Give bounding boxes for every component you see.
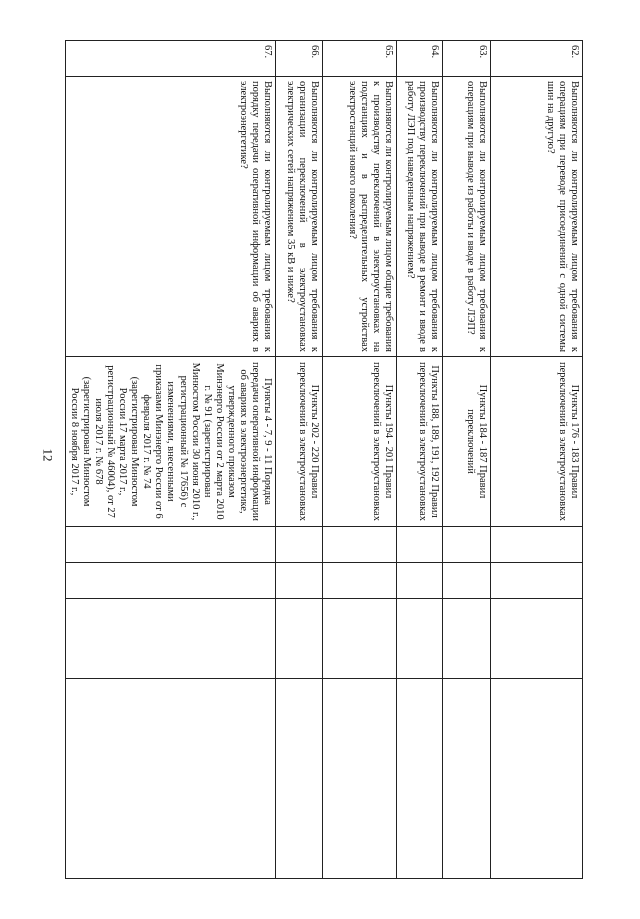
answer-cell-yes[interactable] [276, 527, 323, 563]
reference-text: Пункты 184 - 187 Правил переключений [443, 357, 491, 527]
answer-cell-na[interactable] [323, 599, 397, 679]
reference-text: Пункты 176 - 183 Правил переключений в электроустановках [491, 357, 583, 527]
answer-cell-na[interactable] [491, 599, 583, 679]
requirement-text: Выполняются ли контролируемым лицом требования к производству переключений при выводе в ремонт и вводе в работу ЛЭП под наведенным напряжением? [397, 77, 443, 357]
answer-cell-na[interactable] [276, 599, 323, 679]
row-number: 63. [443, 41, 491, 77]
answer-cell-yes[interactable] [65, 527, 275, 563]
answer-cell-yes[interactable] [443, 527, 491, 563]
requirement-text: Выполняются ли контролируемым лицом общие требования к производству переключений в электроустановках на подстанциях и в распределительных устройствах электростанций нового поколения? [323, 77, 397, 357]
answer-cell-no[interactable] [323, 563, 397, 599]
answer-cell-no[interactable] [276, 563, 323, 599]
note-cell[interactable] [65, 679, 275, 879]
requirement-text: Выполняются ли контролируемым лицом требования к операциям при переводе присоединений с одной системы шин на другую? [491, 77, 583, 357]
answer-cell-na[interactable] [397, 599, 443, 679]
table-row [397, 41, 443, 879]
answer-cell-yes[interactable] [323, 527, 397, 563]
answer-cell-na[interactable] [65, 599, 275, 679]
requirement-text: Выполняются ли контролируемым лицом требования к операциям при выводе из работы и вводе в работу ЛЭП? [443, 77, 491, 357]
row-number: 65. [323, 41, 397, 77]
reference-text: Пункты 188, 189, 191, 192 Правил переключений в электроустановках [397, 357, 443, 527]
row-number: 64. [397, 41, 443, 77]
reference-text: Пункты 194 - 201 Правил переключений в электроустановках [323, 357, 397, 527]
checklist-table [65, 40, 583, 879]
answer-cell-no[interactable] [397, 563, 443, 599]
reference-text: Пункты 202 - 220 Правил переключений в электроустановках [276, 357, 323, 527]
row-number: 66. [276, 41, 323, 77]
note-cell[interactable] [276, 679, 323, 879]
requirement-text: Выполняются ли контролируемым лицом требования к организации переключений в электроустановках электрических сетей напряжением 35 кВ и ниже? [276, 77, 323, 357]
answer-cell-yes[interactable] [397, 527, 443, 563]
table-row [491, 41, 583, 879]
table-row [323, 41, 397, 879]
answer-cell-na[interactable] [443, 599, 491, 679]
checklist-table-wrapper [69, 40, 583, 878]
answer-cell-no[interactable] [65, 563, 275, 599]
reference-text: Пункты 4 - 7, 9 - 11 Порядка передачи оперативной информации об авариях в электроэнергетике, утвержденного приказом Минэнерго России от 2 марта 2010 г. № 91 (зарегистрирован Минюстом России 30 июня 2010 г., регистрационный № 17656) с изменениями, внесенными приказами Минэнерго России от 6 февраля 2017 г. № 74 (зарегистрирован Минюстом России 17 марта 2017 г., регистрационный № 46004), от 27 июля 2017 г. № 678 (зарегистрирован Минюстом России 8 ноября 2017 г., [65, 357, 275, 527]
answer-cell-yes[interactable] [491, 527, 583, 563]
row-number: 67. [65, 41, 275, 77]
table-row [276, 41, 323, 879]
row-number: 62. [491, 41, 583, 77]
requirement-text: Выполняются ли контролируемым лицом требования к порядку передачи оперативной информации об авариях в электроэнергетике? [65, 77, 275, 357]
answer-cell-no[interactable] [443, 563, 491, 599]
note-cell[interactable] [491, 679, 583, 879]
page-number: 12 [40, 448, 56, 462]
note-cell[interactable] [397, 679, 443, 879]
answer-cell-no[interactable] [491, 563, 583, 599]
table-row [65, 41, 275, 879]
checklist-table-rotated [69, 40, 583, 878]
note-cell[interactable] [443, 679, 491, 879]
table-row [443, 41, 491, 879]
note-cell[interactable] [323, 679, 397, 879]
